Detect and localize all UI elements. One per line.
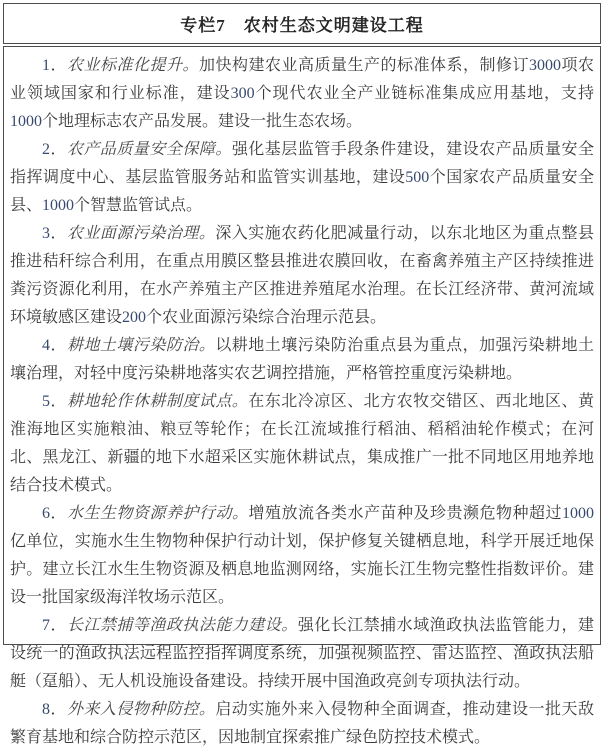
panel-title-text: 专栏7 农村生态文明建设工程 [180, 16, 424, 35]
list-item [10, 500, 594, 612]
item-lead: 农产品质量安全保障。 [66, 141, 232, 158]
list-item [10, 52, 594, 136]
item-lead: 水生生物资源养护行动。 [67, 505, 249, 522]
list-item [10, 332, 594, 388]
item-lead: 农业标准化提升。 [67, 57, 199, 74]
numeric-value: 1000 [10, 113, 42, 130]
item-number: 1． [42, 57, 67, 74]
list-item [10, 612, 594, 696]
numeric-value: 200 [122, 309, 147, 326]
item-lead: 外来入侵物种防控。 [66, 701, 216, 718]
item-number: 7． [42, 617, 67, 634]
item-text: 启动实施外来入侵物种全面调查，推动建设一批天敌繁育基地和综合防控示范区，因地制宜探索推广绿色防控技术模式。 [10, 701, 594, 746]
panel-body [3, 46, 601, 746]
item-number: 2． [42, 141, 67, 158]
panel-title [3, 3, 601, 44]
numeric-value: 1000 [561, 505, 594, 522]
list-item [10, 136, 594, 220]
item-lead: 耕地土壤污染防治。 [66, 337, 216, 354]
list-item [10, 696, 594, 752]
item-number: 4． [42, 337, 67, 354]
item-text: 深入实施农药化肥减量行动，以东北地区为重点整县推进秸秆综合利用，在重点用膜区整县推进农膜回收，在畜禽养殖主产区持续推进粪污资源化利用，在水产养殖主产区推进养殖尾水治理。在长江经济带、黄河流域环境敏感区建设200个农业面源污染综合治理示范县。 [10, 225, 594, 326]
item-lead: 农业面源污染治理。 [66, 225, 216, 242]
numeric-value: 3 [42, 225, 50, 242]
numeric-value: 7 [216, 16, 226, 35]
numeric-value: 7 [42, 617, 50, 634]
numeric-value: 2 [42, 141, 50, 158]
numeric-value: 8 [42, 701, 50, 718]
list-item [10, 388, 594, 500]
item-number: 8． [42, 701, 67, 718]
numeric-value: 3000 [528, 57, 561, 74]
item-lead: 耕地轮作休耕制度试点。 [66, 393, 249, 410]
item-number: 3． [42, 225, 67, 242]
feature-column-panel [3, 3, 601, 746]
numeric-value: 500 [405, 169, 430, 186]
item-lead: 长江禁捕等渔政执法能力建设。 [66, 617, 298, 634]
item-text: 在东北冷凉区、北方农牧交错区、西北地区、黄淮海地区实施粮油、粮豆等轮作；在长江流域推行稻油、稻稻油轮作模式；在河北、黑龙江、新疆的地下水超采区实施休耕试点，集成推广一批不同地区用地养地结合技术模式。 [10, 393, 594, 494]
numeric-value: 300 [230, 85, 255, 102]
item-text: 加快构建农业高质量生产的标准体系，制修订3000项农业领域国家和行业标准，建设300个现代农业全产业链标准集成应用基地，支持1000个地理标志农产品发展。建设一批生态农场。 [10, 57, 594, 130]
numeric-value: 1 [42, 57, 50, 74]
numeric-value: 6 [42, 505, 50, 522]
item-text: 以耕地土壤污染防治重点县为重点，加强污染耕地土壤治理，对轻中度污染耕地落实农艺调控措施，严格管控重度污染耕地。 [10, 337, 594, 382]
item-number: 6． [42, 505, 67, 522]
list-item [10, 220, 594, 332]
item-text: 增殖放流各类水产苗种及珍贵濒危物种超过1000亿单位，实施水生生物物种保护行动计划，保护修复关键栖息地，科学开展迁地保护。建立长江水生生物资源及栖息地监测网络，实施长江生物完整性指数评价。建设一批国家级海洋牧场示范区。 [10, 505, 594, 606]
item-text: 强化长江禁捕水域渔政执法监管能力，建设统一的渔政执法远程监控指挥调度系统，加强视频监控、雷达监控、渔政执法船艇（趸船）、无人机设施设备建设。持续开展中国渔政亮剑专项执法行动。 [10, 617, 594, 690]
numeric-value: 4 [42, 337, 50, 354]
item-text: 强化基层监管手段条件建设，建设农产品质量安全指挥调度中心、基层监管服务站和监管实训基地，建设500个国家农产品质量安全县、1000个智慧监管试点。 [10, 141, 594, 214]
numeric-value: 5 [42, 393, 50, 410]
numeric-value: 1000 [42, 197, 75, 214]
item-number: 5． [42, 393, 67, 410]
